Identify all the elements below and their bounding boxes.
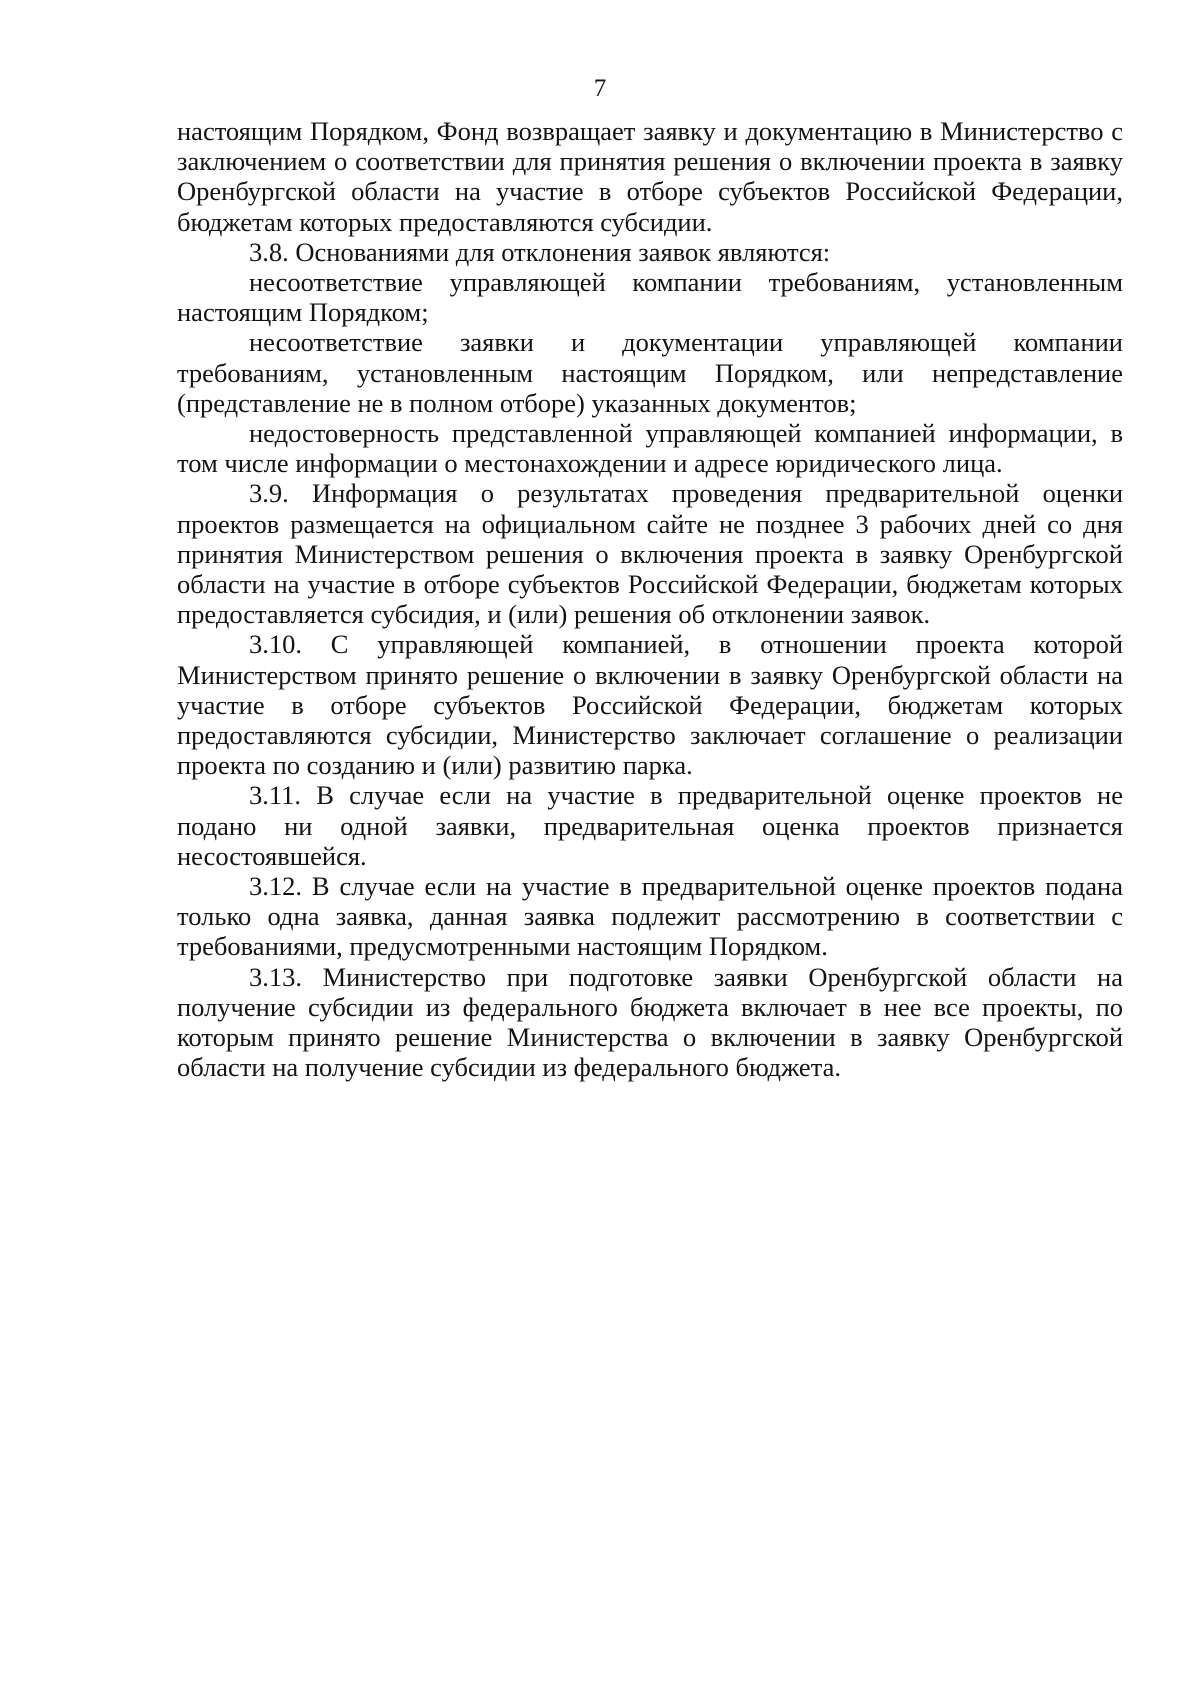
page-number: 7 (593, 75, 607, 102)
paragraph-3-10: 3.10. С управляющей компанией, в отношении проекта которой Министерством принято решение о включении в заявку Оренбургской области на участие в отборе субъектов Российской Федерации, бюджетам которых предоставляются субсидии, Министерство заключает соглашение о реализации проекта по созданию и (или) развитию парка. (177, 629, 1123, 781)
paragraph-3-12: 3.12. В случае если на участие в предварительной оценке проектов подана только одна заявка, данная заявка подлежит рассмотрению в соответствии с требованиями, предусмотренными настоящим Порядком. (177, 871, 1123, 962)
document-body (177, 116, 1123, 1083)
paragraph-ground-unreliable-information: недостоверность представленной управляющей компанией информации, в том числе информации о местонахождении и адресе юридического лица. (177, 418, 1123, 479)
paragraph-ground-company-requirements: несоответствие управляющей компании требованиям, установленным настоящим Порядком; (177, 267, 1123, 328)
paragraph-3-13: 3.13. Министерство при подготовке заявки Оренбургской области на получение субсидии из федерального бюджета включает в нее все проекты, по которым принято решение Министерства о включении в заявку Оренбургской области на получение субсидии из федерального бюджета. (177, 961, 1123, 1083)
paragraph-3-9: 3.9. Информация о результатах проведения предварительной оценки проектов размещается на официальном сайте не позднее 3 рабочих дней со дня принятия Министерством решения о включения проекта в заявку Оренбургской области на участие в отборе субъектов Российской Федерации, бюджетам которых предоставляется субсидия, и (или) решения об отклонении заявок. (177, 478, 1123, 630)
paragraph-3-11: 3.11. В случае если на участие в предварительной оценке проектов не подано ни одной заявки, предварительная оценка проектов признается несостоявшейся. (177, 780, 1123, 871)
paragraph-ground-application-documents: несоответствие заявки и документации управляющей компании требованиям, установленным настоящим Порядком, или непредставление (представление не в полном отборе) указанных документов; (177, 327, 1123, 418)
paragraph-continuation: настоящим Порядком, Фонд возвращает заявку и документацию в Министерство с заключением о соответствии для принятия решения о включении проекта в заявку Оренбургской области на участие в отборе субъектов Российской Федерации, бюджетам которых предоставляются субсидии. (177, 116, 1123, 237)
paragraph-3-8: 3.8. Основаниями для отклонения заявок являются: (249, 236, 831, 267)
